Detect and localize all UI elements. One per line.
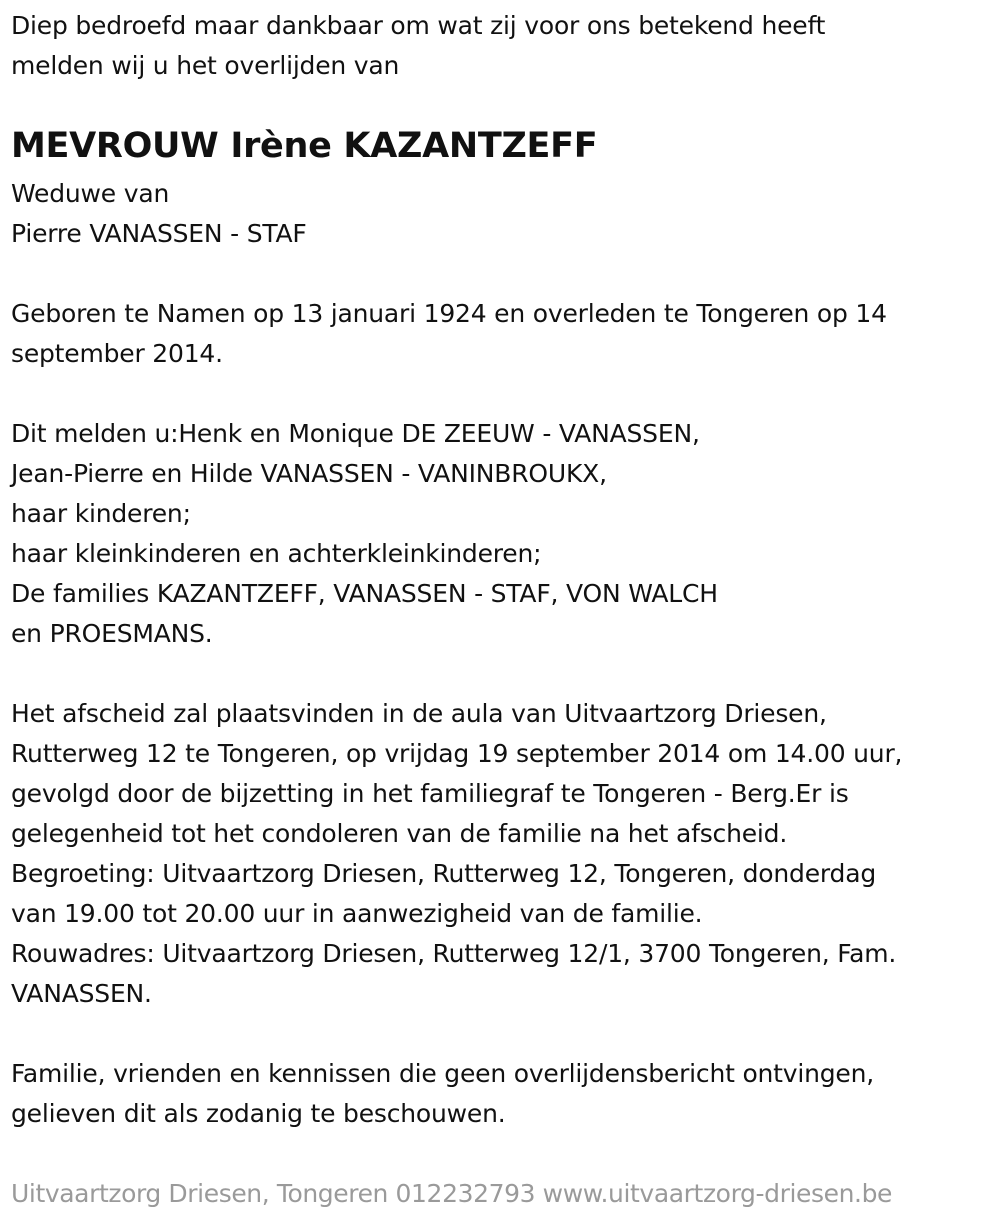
farewell-line: VANASSEN.	[11, 979, 152, 1008]
closing-line: gelieven dit als zodanig te beschouwen.	[11, 1099, 506, 1128]
family-line: haar kinderen;	[11, 499, 191, 528]
farewell-details	[11, 694, 902, 1014]
intro-line: melden wij u het overlijden van	[11, 51, 400, 80]
born-line: Geboren te Namen op 13 januari 1924 en overleden te Tongeren op 14	[11, 299, 887, 328]
family-line: Jean-Pierre en Hilde VANASSEN - VANINBROUKX,	[11, 459, 607, 488]
deceased-name: MEVROUW Irène KAZANTZEFF	[11, 126, 598, 166]
widow-line: Weduwe van	[11, 179, 170, 208]
birth-death-info	[11, 294, 887, 374]
closing-line: Familie, vrienden en kennissen die geen overlijdensbericht ontvingen,	[11, 1059, 875, 1088]
family-line: Dit melden u:Henk en Monique DE ZEEUW - VANASSEN,	[11, 419, 700, 448]
family-line: en PROESMANS.	[11, 619, 213, 648]
farewell-line: Begroeting: Uitvaartzorg Driesen, Rutterweg 12, Tongeren, donderdag	[11, 859, 876, 888]
farewell-line: gevolgd door de bijzetting in het familiegraf te Tongeren - Berg.Er is	[11, 779, 849, 808]
intro-line: Diep bedroefd maar dankbaar om wat zij voor ons betekend heeft	[11, 11, 826, 40]
farewell-line: Rutterweg 12 te Tongeren, op vrijdag 19 september 2014 om 14.00 uur,	[11, 739, 903, 768]
born-line: september 2014.	[11, 339, 223, 368]
farewell-line: van 19.00 tot 20.00 uur in aanwezigheid van de familie.	[11, 899, 703, 928]
family-line: De families KAZANTZEFF, VANASSEN - STAF, VON WALCH	[11, 579, 718, 608]
intro-text	[11, 6, 825, 86]
closing-note	[11, 1054, 874, 1134]
widow-of	[11, 174, 307, 254]
family-announcement	[11, 414, 718, 654]
funeral-home-footer: Uitvaartzorg Driesen, Tongeren 012232793 www.uitvaartzorg-driesen.be	[11, 1179, 893, 1208]
widow-line: Pierre VANASSEN - STAF	[11, 219, 307, 248]
farewell-line: Het afscheid zal plaatsvinden in de aula van Uitvaartzorg Driesen,	[11, 699, 827, 728]
farewell-line: gelegenheid tot het condoleren van de familie na het afscheid.	[11, 819, 788, 848]
family-line: haar kleinkinderen en achterkleinkinderen;	[11, 539, 542, 568]
farewell-line: Rouwadres: Uitvaartzorg Driesen, Rutterweg 12/1, 3700 Tongeren, Fam.	[11, 939, 897, 968]
